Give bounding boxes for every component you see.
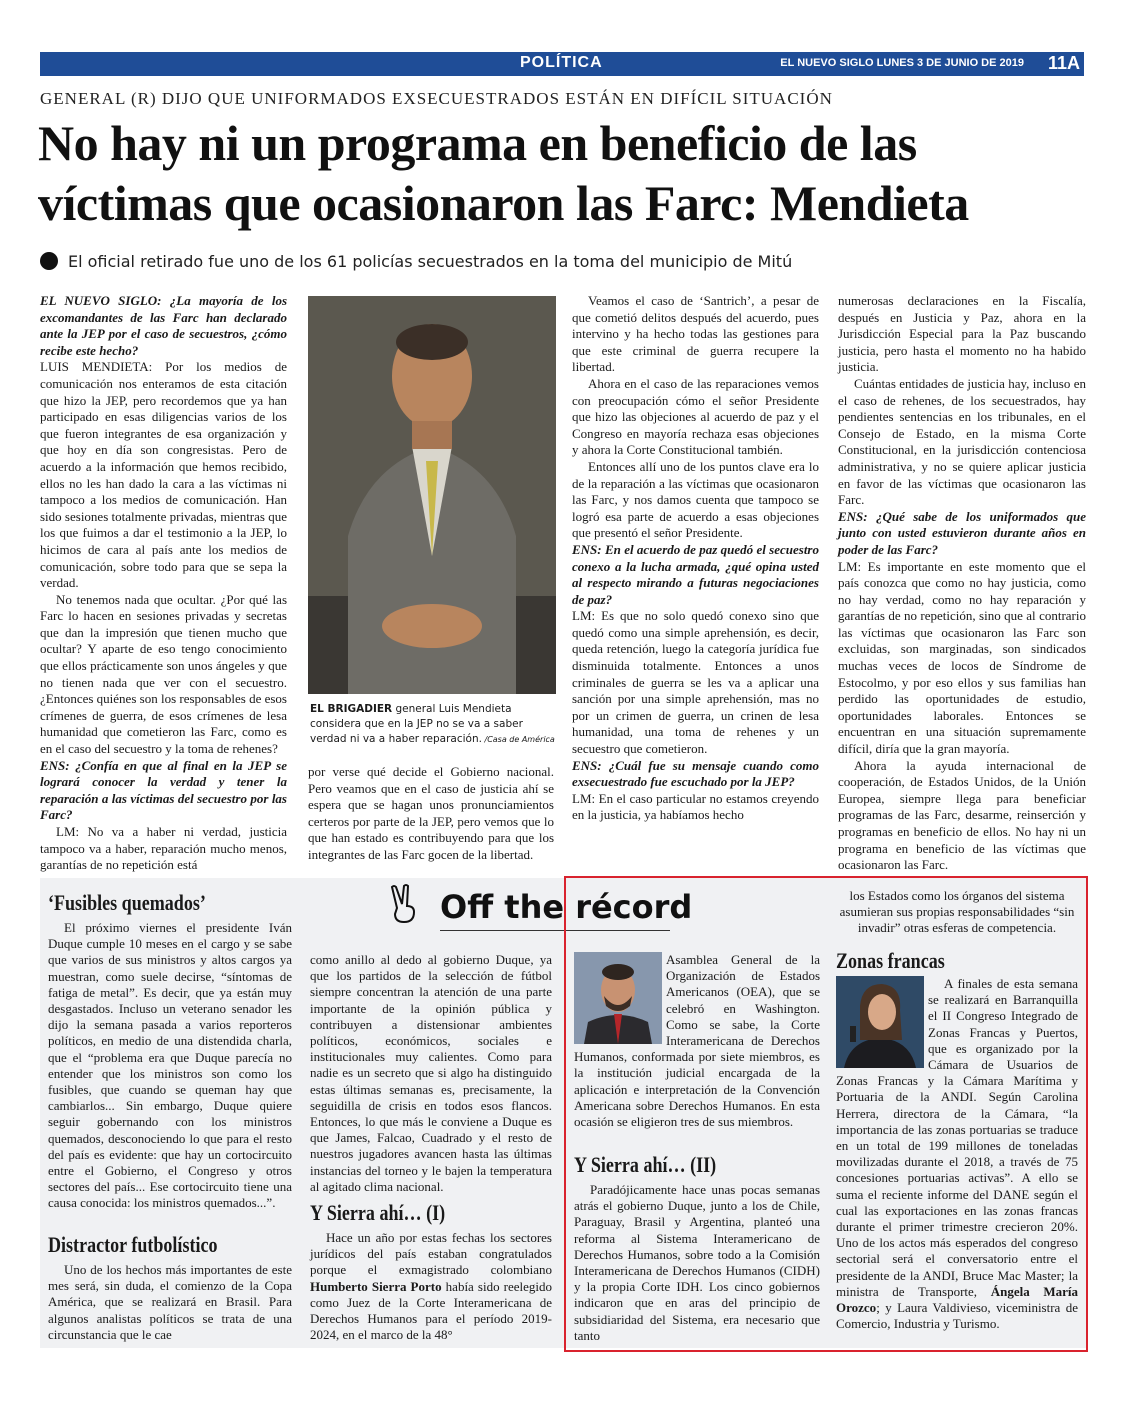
paragraph: Ahora en el caso de las reparaciones vemos con preocupación cómo el señor Presidente que hizo las objeciones al acuerdo de paz y el Congreso en mayoría rechaza esas objeciones y ahora la Corte Constitucional también.: [572, 375, 819, 458]
article-column-3: [572, 293, 819, 824]
paragraph: Veamos el caso de ‘Santrich’, a pesar de que cometió delitos después del acuerdo, pues intervino y ha hecho todas las gestiones para que este criminal de guerra recupere la libertad.: [572, 293, 819, 375]
sierra-1-text: [310, 1230, 552, 1343]
section-header-bar: [40, 52, 1084, 76]
bullet-icon: [40, 252, 58, 270]
text-run: había sido reelegido como Juez de la Corte Interamericana de Derechos Humanos para el período 2019-2024, en el marco de la 48°: [310, 1278, 553, 1343]
question: ENS: ¿Confía en que al final en la JEP se logrará conocer la verdad y tener la reparación a las víctimas del secuestro por las Farc?: [40, 757, 287, 823]
paragraph: Entonces allí uno de los puntos clave era lo de la reparación a las víctimas que ocasionaron las Farc, y nos damos cuenta que tampoco se logró esa parte de acuerdo a esas objeciones que presentó el señor Presidente.: [572, 458, 819, 541]
article-column-2: [308, 764, 554, 864]
answer: LM: No va a haber ni verdad, justicia tampoco va a haber, reparación mucho menos, garantías de no repetición está: [40, 824, 287, 873]
page-number: 11A: [1047, 53, 1080, 73]
sierra-1-title: Y Sierra ahí… (I): [310, 1200, 446, 1225]
paragraph: los Estados como los órganos del sistema asumieran sus propias responsabilidades “sin invadir” otras esferas de competencia.: [839, 888, 1075, 936]
article-subhead-row: [40, 252, 792, 271]
answer: LUIS MENDIETA: Por los medios de comunicación nos enteramos de esta citación que hizo la JEP, pero recordemos que ya han participado en esas diligencias varios de los que fueron integrantes de esa organización y que hoy en día son congresistas. Pero de acuerdo a la información que hemos recibido, ellos no les han dado la cara a las víctimas ni tampoco a los medios de comunicación. Han sido sesiones totalmente privadas, mientras que los que fuimos a dar el testimonio a la JEP, lo hicimos de cara al país ante los medios de comunicación, sobre todo para que se sepa la verdad.: [40, 359, 287, 591]
answer: LM: En el caso particular no estamos creyendo en la justicia, ya habíamos hecho: [572, 790, 819, 823]
paragraph: como anillo al dedo al gobierno Duque, ya que los partidos de la selección de fútbol siempre concentran la atención de una parte importante de la opinión pública y contribuyen a distensionar ambientes políticos, económicos, sociales e institucionales muy calientes. Como para nadie es un secreto que si algo ha distinguido estas últimas semanas es, precisamente, la seguidilla de crisis en todos esos flancos. Entonces, lo que más le conviene a Duque es que James, Falcao, Cuadrado y el resto de nuestros jugadores avancen hasta las últimas instancias del torneo y le bajen la temperatura al agitado clima nacional.: [310, 952, 552, 1194]
article-headline: No hay ni un programa en beneficio de las víctimas que ocasionaron las Farc: Mendieta: [38, 115, 969, 231]
peace-hand-icon: [388, 884, 420, 924]
paragraph: Paradójicamente hace unas pocas semanas atrás el gobierno Duque, junto a los de Chile, Paraguay, Brasil y Argentina, planteó una reforma al Sistema Interamericano de Derechos Humanos, sobre todo a la Comisión Interamericana de Derechos Humanos (CIDH) y la propia Corte IDH. Los cinco gobiernos indicaron que en aras del principio de subsidiaridad del Sistema, era necesario que tanto: [574, 1182, 820, 1343]
caption-text: general Luis Mendieta considera que en la JEP no se va a saber verdad ni va a haber reparación.: [310, 703, 523, 745]
paragraph: El próximo viernes el presidente Iván Duque cumple 10 meses en el cargo y se sabe que varios de sus ministros y altos cargos ya muestran, como suele decirse, “síntomas de fatiga de metal”. Es decir, que ya están muy desgastados. Incluso un veterano senador les dijo la semana pasada a varios reporteros políticos, en medio de una distendida charla, que el “problema era que Duque parecía no entender que los ministros son como los fusibles, que cuando se queman hay que cambiarlos... Sin embargo, Duque quiere seguir gobernando con los ministros quemados, desconociendo lo que para el resto del país es evidente: que hay un cortocircuito entre el Gobierno, el Congreso y otros sectores del país... Ese cortocircuito tiene una causa conocida: los ministros quemados...”.: [48, 920, 292, 1211]
paragraph: por verse qué decide el Gobierno nacional. Pero veamos que en el caso de justicia ahí se espera que se hagan unos pronunciamientos certeros por parte de la JEP, pero vemos que lo que han estado es contribuyendo para que los integrantes de las Farc gocen de la libertad.: [308, 764, 554, 862]
caption-lead: EL BRIGADIER: [310, 703, 393, 715]
sierra-2-title: Y Sierra ahí… (II): [574, 1152, 717, 1177]
portrait-illustration: [308, 296, 556, 694]
fusibles-title: ‘Fusibles quemados’: [48, 890, 206, 915]
paragraph: No tenemos nada que ocultar. ¿Por qué las Farc lo hacen en sesiones privadas y secretas que dan la impresión que tienen mucho que ocultar? Y aparte de eso tengo conocimiento que ellos prácticamente son unos ángeles y que no tienen nada que ver con el secuestro. ¿Entonces quiénes son los responsables de esos crímenes de guerra, de esos crímenes de lesa humanidad que cometieron las Farc, como es en el caso del secuestro y la toma de rehenes?: [40, 591, 287, 757]
bold-name: Ángela María Orozco: [836, 1283, 1079, 1316]
distractor-continuation: [310, 952, 552, 1195]
question: ENS: En el acuerdo de paz quedó el secuestro conexo a la lucha armada, ¿qué opina usted al respecto mirando a futuras negociaciones de paz?: [572, 541, 819, 607]
paragraph: numerosas declaraciones en la Fiscalía, después en Justicia y Paz, ahora en la Jurisdicción Especial para la Paz buscando justicia, pero hasta el momento no ha habido justicia.: [838, 293, 1086, 375]
paragraph: Uno de los hechos más importantes de este mes será, sin duda, el comienzo de la Copa América, que se realizará en Brasil. Para algunos analistas políticos se trata de una circunstancia que le cae: [48, 1262, 292, 1342]
paragraph: Cuántas entidades de justicia hay, incluso en el caso de rehenes, de los secuestrados, hay pendientes sentencias en los tribunales, en el Consejo de Estado, en la misma Corte Constitucional, en la jurisdicción contenciosa administrativa, y no se quiere aplicar justicia en favor de las víctimas que ocasionaron las Farc.: [838, 375, 1086, 508]
distractor-title: Distractor futbolístico: [48, 1232, 218, 1257]
mendieta-photo: [308, 296, 556, 694]
photo-caption: [310, 702, 556, 747]
text-run: ; y Laura Valdivieso, viceministra de Comercio, Industria y Turismo.: [836, 1300, 1078, 1332]
text-run: Hace un año por estas fechas los sectores jurídicos del país estaban congratulados porque el exmagistrado colombiano: [310, 1230, 552, 1278]
distractor-text: [48, 1262, 292, 1343]
article-column-1: [40, 293, 287, 874]
fusibles-text: [48, 920, 292, 1212]
article-subhead: El oficial retirado fue uno de los 61 policías secuestrados en la toma del municipio de Mitú: [68, 252, 793, 271]
answer: LM: Es que no solo quedó conexo sino que quedó como una simple aprehensión, es decir, queda retención, luego la categoría jurídica fue disminuida totalmente. Entonces a unos criminales de guerra se les va a aplicar una sanción por una simple aprehensión, mas no por un crimen de guerra, un crinen de lesa humanidad, una toma de rehenes y un secuestro que cometieron.: [572, 608, 819, 757]
bold-name: Humberto Sierra Porto: [310, 1278, 442, 1294]
paragraph: Asamblea General de la Organización de Estados Americanos (OEA), que se celebró en Washington. Como se sabe, la Corte Interamericana de Derechos Humanos, conformada por siete miembros, es la institución judicial encargada de la aplicación e interpretación de la Convención Americana sobre Derechos Humanos. En esta ocasión se eligieron tres de sus miembros.: [574, 952, 820, 1130]
question: ENS: ¿Cuál fue su mensaje cuando como exsecuestrado fue escuchado por la JEP?: [572, 757, 819, 790]
zonas-francas-title: Zonas francas: [836, 948, 945, 973]
text-run: A finales de esta semana se realizará en Barranquilla el II Congreso Integrado de Zonas Francas y Puertos, que es organizado por la Cámara de Usuarios de Zonas Francas y la Cámara Marítima y Portuaria de la ANDI. Según Carolina Herrera, directora de la Cámara, “la importancia de las zonas portuarias se traduce en un total de 199 millones de toneladas movilizadas durante el 2018, a través de 75 concesiones portuarias activas”. A ello se suma el reciente informe del DANE según el cual las exportaciones en las zonas francas durante el primer trimestre crecieron 20%. Uno de los actos más esperados del congreso sectorial será el conversatorio entre el presidente de la ANDI, Bruce Mac Master; la ministra de Transporte,: [836, 976, 1078, 1299]
paragraph: Ahora la ayuda internacional de cooperación, de Estados Unidos, de la Unión Europea, siempre llega para beneficiar programas de las Farc, desarme, reinserción y programas en beneficio de ellos. No hay ni un programa en beneficio de las víctimas que ocasionaron las Farc.: [838, 757, 1086, 873]
photo-credit: /Casa de América: [481, 735, 555, 744]
highlight-frame: [564, 876, 1088, 1352]
off-the-record-title: Off the récord: [440, 888, 693, 926]
paper-date: EL NUEVO SIGLO LUNES 3 DE JUNIO DE 2019: [780, 57, 1024, 69]
question: EL NUEVO SIGLO: ¿La mayoría de los excomandantes de las Farc han declarado ante la JEP por el caso de secuestros, ¿cómo recibe este hecho?: [40, 293, 287, 358]
answer: LM: Es importante en este momento que el país conozca que como no hay justicia, como no hay verdad, como no hay reparación y garantías de no repetición, sino que al contrario las víctimas que ocasionaron las Farc son excluidas, son marginadas, son sindicados muchas veces de locos de Síndrome de Estocolmo, y por eso ellos y sus familias han perdido las oportunidades de estudio, oportunidades laborales. Entonces se encuentran en una situación supremamente difícil, diría que la gran mayoría.: [838, 558, 1086, 757]
question: ENS: ¿Qué sabe de los uniformados que junto con usted estuvieron durante años en poder de las Farc?: [838, 508, 1086, 557]
article-column-4: [838, 293, 1086, 874]
section-label: POLÍTICA: [520, 54, 603, 71]
article-kicker: GENERAL (R) DIJO QUE UNIFORMADOS EXSECUESTRADOS ESTÁN EN DIFÍCIL SITUACIÓN: [40, 89, 833, 108]
